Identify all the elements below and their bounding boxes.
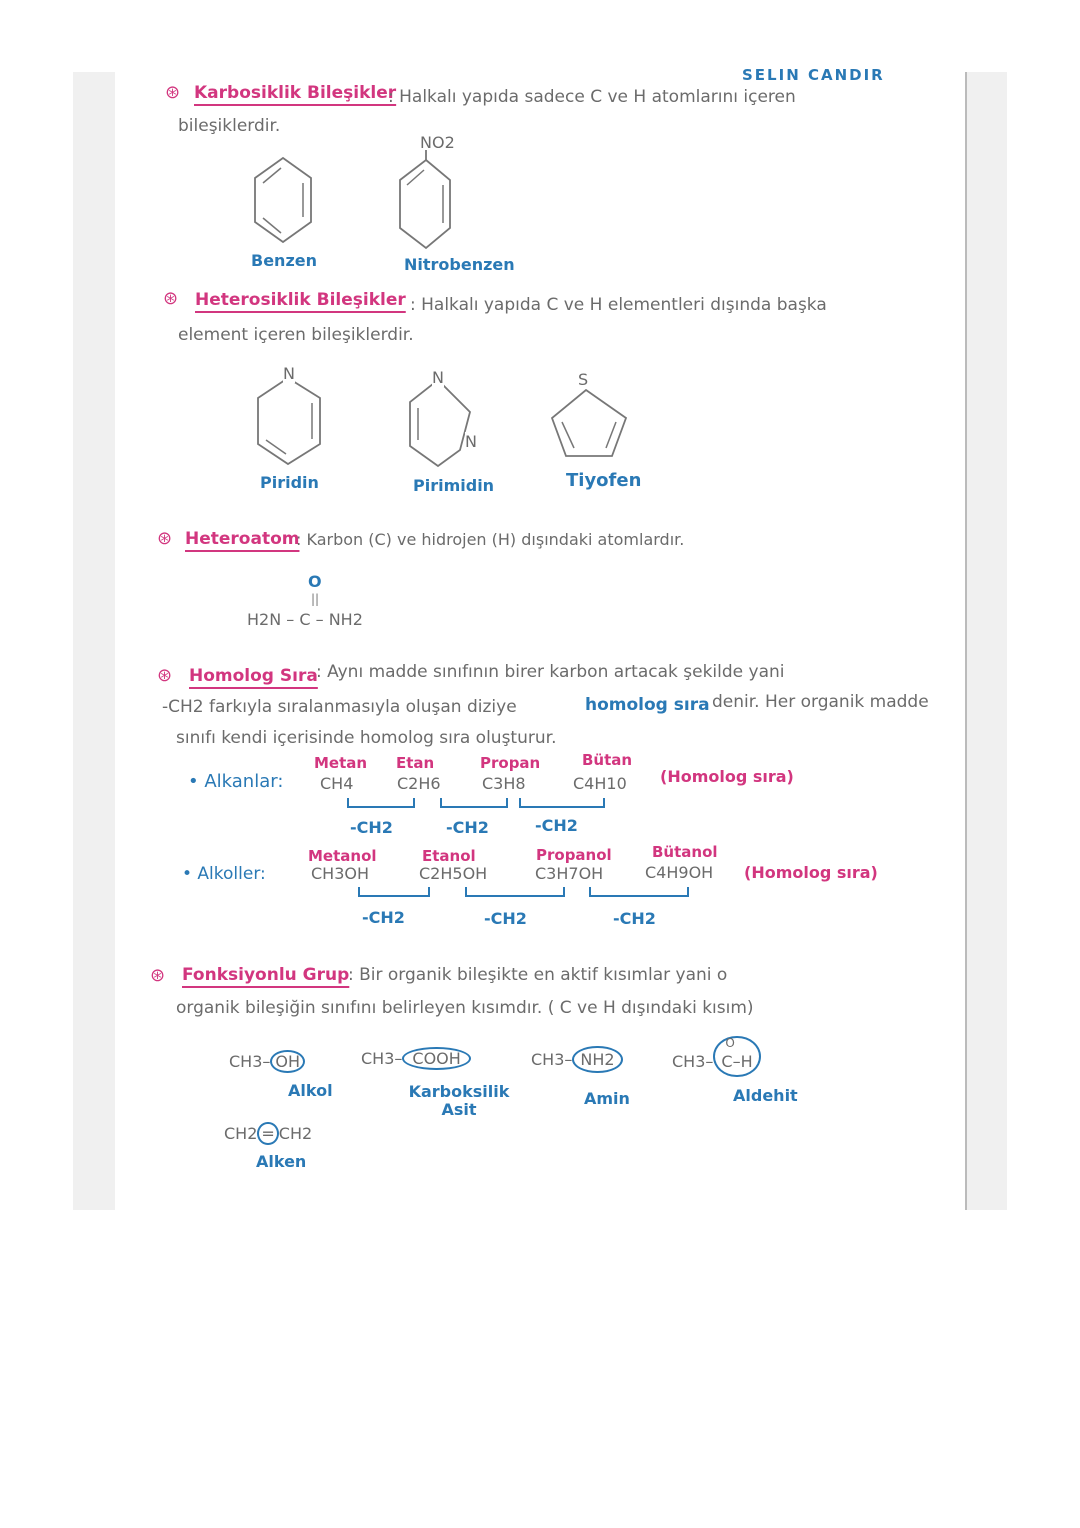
fonksiyonlu-text: : Bir organik bileşikte en aktif kısımlar yani o [348, 965, 728, 985]
note-page [115, 72, 967, 1210]
no2-label: NO2 [420, 133, 455, 152]
karboksilik-example [361, 1049, 471, 1068]
pyrimidine-ring-icon [400, 372, 480, 472]
group-name: Amin [584, 1089, 630, 1108]
alken-example [224, 1124, 312, 1143]
alkol-formula: C2H5OH [419, 864, 488, 883]
functional-group-circled: COOH [402, 1047, 470, 1070]
label-pirimidin: Pirimidin [413, 476, 495, 495]
bullet-star-icon: ⊛ [157, 665, 173, 686]
alkoller-label: • Alkoller: [182, 864, 266, 884]
group-name: Karboksilik Asit [408, 1082, 510, 1119]
label-tiyofen: Tiyofen [566, 470, 642, 491]
bullet-star-icon: ⊛ [150, 965, 166, 986]
homolog-title: Homolog Sıra [189, 666, 318, 686]
label-benzen: Benzen [251, 251, 317, 270]
aldehit-example [672, 1036, 761, 1077]
label-nitrobenzen: Nitrobenzen [404, 255, 515, 274]
alkanlar-note: (Homolog sıra) [660, 767, 794, 786]
group-name: Alken [256, 1152, 307, 1171]
karbosiklik-title: Karbosiklik Bileşikler [194, 83, 397, 103]
ch2-diff: -CH2 [484, 909, 527, 928]
homolog-text-2c: denir. Her organik madde [712, 692, 929, 712]
alkoller-note: (Homolog sıra) [744, 863, 878, 882]
author-name: SELIN CANDIR [742, 66, 885, 84]
heterosiklik-text-2: element içeren bileşiklerdir. [178, 325, 414, 345]
heterosiklik-title: Heterosiklik Bileşikler [195, 290, 406, 310]
ch2-diff: -CH2 [362, 908, 405, 927]
alkol-name: Metanol [308, 847, 377, 865]
ch2-diff: -CH2 [535, 816, 578, 835]
ch2-diff: -CH2 [446, 818, 489, 837]
alkan-formula: C4H10 [573, 774, 627, 793]
ch2-diff: -CH2 [613, 909, 656, 928]
group-name: Alkol [288, 1081, 333, 1100]
prefix: CH3– [229, 1052, 271, 1071]
nitrobenzene-ring-icon [390, 150, 470, 250]
benzene-ring-icon [245, 150, 325, 250]
alkol-example [229, 1052, 305, 1071]
prefix: CH2 [224, 1124, 258, 1143]
heteroatom-title: Heteroatom [185, 529, 300, 549]
alkan-formula: C3H8 [482, 774, 526, 793]
fonksiyonlu-title: Fonksiyonlu Grup [182, 965, 350, 985]
prefix: CH3– [531, 1050, 573, 1069]
prefix: CH3– [361, 1049, 403, 1068]
double-bond-icon: || [311, 592, 320, 606]
heteroatom-text: : Karbon (C) ve hidrojen (H) dışındaki atomlardır. [296, 530, 685, 549]
bullet-star-icon: ⊛ [163, 288, 179, 309]
homolog-sira-highlight: homolog sıra [585, 695, 710, 715]
alkan-name: Etan [396, 754, 435, 772]
homolog-text-2a: -CH2 farkıyla sıralanmasıyla oluşan diziye [162, 697, 517, 717]
urea-formula: H2N – C – NH2 [247, 610, 363, 629]
functional-group-circled: C–H [721, 1052, 753, 1071]
bracket [519, 798, 605, 808]
thiophene-ring-icon [548, 380, 638, 460]
bracket [589, 887, 689, 897]
alkan-formula: CH4 [320, 774, 354, 793]
alkol-name: Bütanol [652, 843, 718, 861]
bracket [465, 887, 565, 897]
amin-example [531, 1050, 623, 1069]
alkol-formula: C3H7OH [535, 864, 604, 883]
bullet-star-icon: ⊛ [165, 82, 181, 103]
homolog-text: : Aynı madde sınıfının birer karbon artacak şekilde yani [316, 662, 785, 682]
bracket [440, 798, 508, 808]
fonksiyonlu-text-2: organik bileşiğin sınıfını belirleyen kısımdır. ( C ve H dışındaki kısım) [176, 998, 754, 1018]
ch2-diff: -CH2 [350, 818, 393, 837]
alkol-formula: C4H9OH [645, 863, 714, 882]
alkan-name: Metan [314, 754, 368, 772]
alkol-formula: CH3OH [311, 864, 370, 883]
functional-group-circled: OH [270, 1050, 305, 1073]
suffix: CH2 [278, 1124, 313, 1143]
atom-n: N [283, 364, 295, 383]
label-piridin: Piridin [260, 473, 319, 492]
alkan-name: Bütan [582, 751, 633, 769]
oxygen-label: O [725, 1036, 735, 1050]
bullet-star-icon: ⊛ [157, 528, 173, 549]
bracket [358, 887, 430, 897]
atom-n: N [465, 432, 477, 451]
alkan-name: Propan [480, 754, 541, 772]
alkan-formula: C2H6 [397, 774, 441, 793]
pyridine-ring-icon [250, 368, 330, 468]
group-name: Aldehit [733, 1086, 798, 1105]
functional-group-circled: = [257, 1122, 278, 1145]
karbosiklik-text-2: bileşiklerdir. [178, 116, 281, 136]
alkol-name: Propanol [536, 846, 612, 864]
alkanlar-label: • Alkanlar: [188, 771, 284, 792]
karbosiklik-text: : Halkalı yapıda sadece C ve H atomlarını içeren [388, 87, 796, 107]
heterosiklik-text: : Halkalı yapıda C ve H elementleri dışında başka [410, 295, 827, 315]
alkol-name: Etanol [422, 847, 476, 865]
atom-s: S [578, 370, 589, 389]
urea-oxygen: O [308, 572, 322, 591]
prefix: CH3– [672, 1052, 714, 1071]
functional-group-circled: NH2 [572, 1046, 622, 1073]
bracket [347, 798, 415, 808]
homolog-text-3: sınıfı kendi içerisinde homolog sıra oluşturur. [176, 728, 557, 748]
atom-n: N [432, 368, 444, 387]
